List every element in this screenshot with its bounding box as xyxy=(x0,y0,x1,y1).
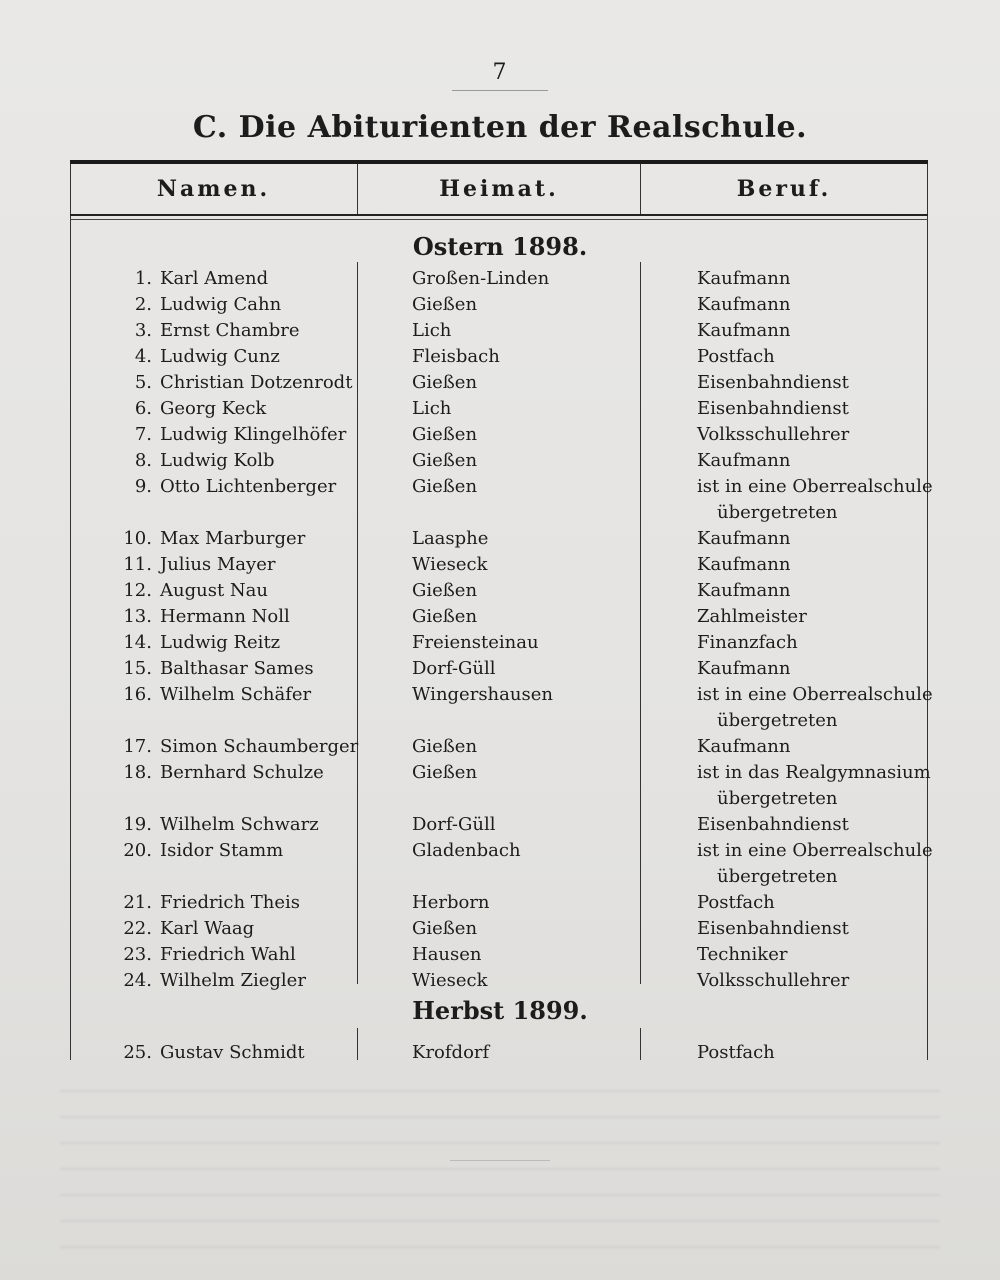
graduate-profession: Kaufmann xyxy=(697,736,791,757)
row-number: 18. xyxy=(123,762,152,783)
column-header-home: Heimat. xyxy=(439,176,559,202)
graduate-name: Max Marburger xyxy=(160,528,306,549)
graduate-home: Gießen xyxy=(412,918,478,939)
row-number: 3. xyxy=(134,320,152,341)
graduate-profession: Kaufmann xyxy=(697,320,791,341)
graduate-home: Gießen xyxy=(412,424,478,445)
graduate-home: Gießen xyxy=(412,450,478,471)
graduate-profession: Zahlmeister xyxy=(697,606,807,627)
table-row xyxy=(0,398,1000,424)
graduate-profession: Volksschullehrer xyxy=(697,424,850,445)
graduate-name: Wilhelm Schäfer xyxy=(160,684,312,705)
graduate-name: Karl Amend xyxy=(160,268,269,289)
group-heading-ostern-1898: Ostern 1898. xyxy=(412,232,588,261)
column-header-name: Namen. xyxy=(156,176,271,202)
row-number: 19. xyxy=(123,814,152,835)
graduate-name: Friedrich Theis xyxy=(160,892,301,913)
graduate-profession-continued: übergetreten xyxy=(717,788,838,809)
column-header-job: Beruf. xyxy=(736,176,832,202)
graduate-home: Wingershausen xyxy=(412,684,553,705)
table-row xyxy=(0,1042,1000,1068)
graduate-profession: Postfach xyxy=(697,1042,775,1063)
graduate-name: Bernhard Schulze xyxy=(160,762,324,783)
graduate-home: Großen-Linden xyxy=(412,268,550,289)
graduate-home: Dorf-Güll xyxy=(412,658,496,679)
row-number: 11. xyxy=(123,554,152,575)
row-number: 6. xyxy=(134,398,152,419)
graduate-name: August Nau xyxy=(160,580,268,601)
graduate-name: Ludwig Klingelhöfer xyxy=(160,424,347,445)
graduate-home: Wieseck xyxy=(412,554,488,575)
graduate-profession: Postfach xyxy=(697,346,775,367)
graduate-profession: Kaufmann xyxy=(697,268,791,289)
graduate-name: Christian Dotzenrodt xyxy=(160,372,353,393)
section-title: C. Die Abiturienten der Realschule. xyxy=(192,110,808,145)
graduate-profession: ist in eine Oberrealschule xyxy=(697,684,933,705)
row-number: 7. xyxy=(134,424,152,445)
graduate-name: Karl Waag xyxy=(160,918,255,939)
graduate-home: Gießen xyxy=(412,736,478,757)
row-number: 16. xyxy=(123,684,152,705)
table-row xyxy=(0,450,1000,476)
row-number: 17. xyxy=(123,736,152,757)
table-row xyxy=(0,814,1000,840)
graduate-name: Wilhelm Ziegler xyxy=(160,970,306,991)
row-number: 15. xyxy=(123,658,152,679)
graduate-home: Gladenbach xyxy=(412,840,521,861)
graduate-home: Gießen xyxy=(412,606,478,627)
graduate-name: Gustav Schmidt xyxy=(160,1042,305,1063)
graduate-home: Freiensteinau xyxy=(412,632,539,653)
graduate-name: Balthasar Sames xyxy=(160,658,314,679)
group-heading-herbst-1899: Herbst 1899. xyxy=(412,996,588,1025)
row-number: 10. xyxy=(123,528,152,549)
row-number: 25. xyxy=(123,1042,152,1063)
page-number: 7 xyxy=(492,60,508,85)
row-number: 14. xyxy=(123,632,152,653)
row-number: 20. xyxy=(123,840,152,861)
table-row xyxy=(0,294,1000,320)
graduate-home: Gießen xyxy=(412,580,478,601)
graduate-home: Lich xyxy=(412,398,452,419)
graduate-profession: Finanzfach xyxy=(697,632,798,653)
table-row xyxy=(0,606,1000,632)
row-number: 1. xyxy=(134,268,152,289)
table-row xyxy=(0,658,1000,684)
table-top-rule xyxy=(70,160,928,164)
graduate-home: Gießen xyxy=(412,762,478,783)
row-number: 5. xyxy=(134,372,152,393)
header-bottom-rule xyxy=(70,214,928,216)
graduate-profession: Postfach xyxy=(697,892,775,913)
graduate-profession: ist in das Realgymnasium xyxy=(697,762,931,783)
table-row xyxy=(0,892,1000,918)
graduate-name: Ludwig Reitz xyxy=(160,632,281,653)
row-number: 24. xyxy=(123,970,152,991)
table-row xyxy=(0,580,1000,606)
graduate-profession: ist in eine Oberrealschule xyxy=(697,840,933,861)
graduate-profession: Eisenbahndienst xyxy=(697,372,849,393)
table-row xyxy=(0,268,1000,294)
graduate-profession: Kaufmann xyxy=(697,580,791,601)
row-number: 2. xyxy=(134,294,152,315)
graduate-profession-continued: übergetreten xyxy=(717,502,838,523)
graduate-name: Simon Schaumberger xyxy=(160,736,359,757)
table-row xyxy=(0,970,1000,996)
table-row xyxy=(0,762,1000,809)
graduate-profession: Kaufmann xyxy=(697,554,791,575)
graduate-name: Otto Lichtenberger xyxy=(160,476,337,497)
graduate-name: Georg Keck xyxy=(160,398,267,419)
table-row xyxy=(0,424,1000,450)
table-row xyxy=(0,476,1000,523)
graduate-name: Friedrich Wahl xyxy=(160,944,296,965)
graduate-profession: Volksschullehrer xyxy=(697,970,850,991)
graduate-profession: Kaufmann xyxy=(697,450,791,471)
graduate-home: Dorf-Güll xyxy=(412,814,496,835)
graduate-home: Gießen xyxy=(412,294,478,315)
graduate-home: Herborn xyxy=(412,892,490,913)
graduate-home: Hausen xyxy=(412,944,482,965)
row-number: 13. xyxy=(123,606,152,627)
graduate-profession: Eisenbahndienst xyxy=(697,398,849,419)
table-row xyxy=(0,736,1000,762)
graduate-profession-continued: übergetreten xyxy=(717,710,838,731)
graduate-name: Wilhelm Schwarz xyxy=(160,814,319,835)
graduate-profession: Eisenbahndienst xyxy=(697,814,849,835)
row-number: 23. xyxy=(123,944,152,965)
graduate-home: Gießen xyxy=(412,372,478,393)
bottom-rule xyxy=(450,1160,550,1161)
graduate-name: Hermann Noll xyxy=(160,606,290,627)
graduate-profession: ist in eine Oberrealschule xyxy=(697,476,933,497)
table-row xyxy=(0,320,1000,346)
table-row xyxy=(0,554,1000,580)
table-row xyxy=(0,840,1000,887)
graduate-name: Isidor Stamm xyxy=(160,840,284,861)
page-number-rule xyxy=(452,90,548,91)
table-row xyxy=(0,944,1000,970)
row-number: 9. xyxy=(134,476,152,497)
table-row xyxy=(0,918,1000,944)
graduate-profession: Kaufmann xyxy=(697,294,791,315)
graduate-home: Laasphe xyxy=(412,528,489,549)
table-row xyxy=(0,528,1000,554)
table-row xyxy=(0,684,1000,731)
graduate-profession-continued: übergetreten xyxy=(717,866,838,887)
graduate-profession: Kaufmann xyxy=(697,528,791,549)
graduate-home: Wieseck xyxy=(412,970,488,991)
table-row xyxy=(0,632,1000,658)
graduate-profession: Techniker xyxy=(697,944,788,965)
graduate-name: Julius Mayer xyxy=(160,554,276,575)
graduate-home: Krofdorf xyxy=(412,1042,490,1063)
row-number: 21. xyxy=(123,892,152,913)
graduate-name: Ludwig Kolb xyxy=(160,450,275,471)
header-bottom-rule-thin xyxy=(70,219,928,220)
table-row xyxy=(0,346,1000,372)
graduate-home: Gießen xyxy=(412,476,478,497)
graduate-profession: Kaufmann xyxy=(697,658,791,679)
row-number: 4. xyxy=(134,346,152,367)
row-number: 8. xyxy=(134,450,152,471)
graduate-profession: Eisenbahndienst xyxy=(697,918,849,939)
graduate-name: Ludwig Cunz xyxy=(160,346,280,367)
bleed-through-text xyxy=(60,1090,940,1260)
table-row xyxy=(0,372,1000,398)
graduate-name: Ernst Chambre xyxy=(160,320,300,341)
graduate-home: Lich xyxy=(412,320,452,341)
graduate-name: Ludwig Cahn xyxy=(160,294,282,315)
row-number: 12. xyxy=(123,580,152,601)
graduate-home: Fleisbach xyxy=(412,346,500,367)
row-number: 22. xyxy=(123,918,152,939)
